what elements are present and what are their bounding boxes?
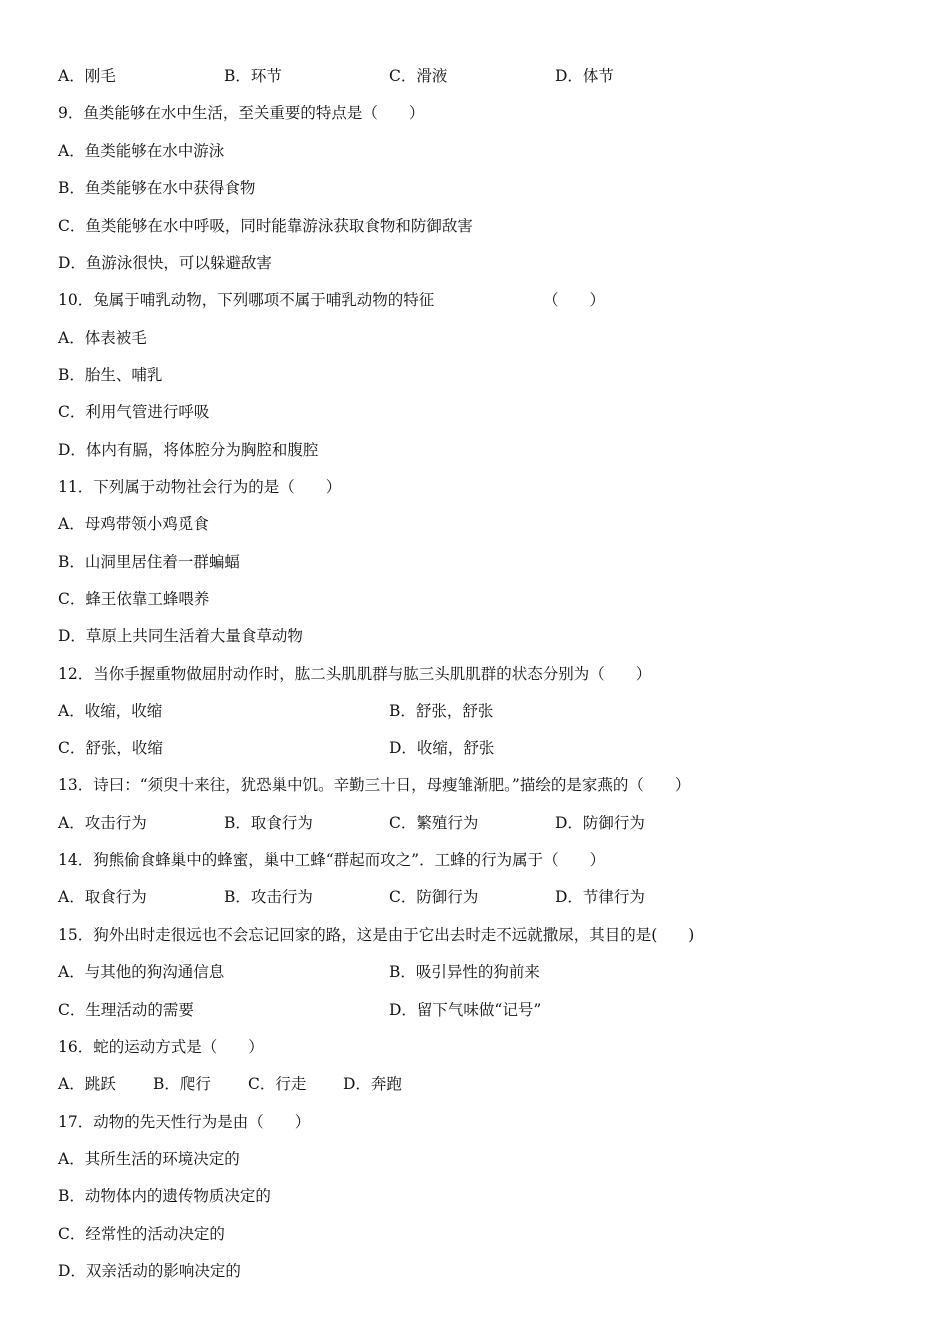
q13-option-d: D．防御行为 <box>555 814 645 832</box>
q13-stem: 13．诗曰：“须臾十来往，犹恐巢中饥。辛勤三十日，母瘦雏渐肥。”描绘的是家燕的（ ） <box>58 776 691 794</box>
q11-option-d: D．草原上共同生活着大量食草动物 <box>58 627 303 645</box>
q16-option-c: C．行走 <box>248 1075 307 1093</box>
q9-option-d: D．鱼游泳很快，可以躲避敌害 <box>58 254 272 272</box>
q17-option-a: A．其所生活的环境决定的 <box>58 1150 240 1168</box>
q14-stem: 14．狗熊偷食蜂巢中的蜂蜜，巢中工蜂“群起而攻之”．工蜂的行为属于（ ） <box>58 851 606 869</box>
q13-option-a: A．攻击行为 <box>58 814 147 832</box>
q13-option-b: B．取食行为 <box>224 814 313 832</box>
q10-answer-paren: （ ） <box>543 291 606 309</box>
q12-option-d: D．收缩，舒张 <box>389 739 495 757</box>
q16-option-b: B．爬行 <box>153 1075 211 1093</box>
q15-stem: 15．狗外出时走很远也不会忘记回家的路，这是由于它出去时走不远就撒尿，其目的是( ) <box>58 926 695 944</box>
q10-option-a: A．体表被毛 <box>58 329 147 347</box>
q9-stem: 9．鱼类能够在水中生活，至关重要的特点是（ ） <box>58 104 425 122</box>
q10-option-b: B．胎生、哺乳 <box>58 366 163 384</box>
q15-option-c: C．生理活动的需要 <box>58 1001 194 1019</box>
q17-stem: 17．动物的先天性行为是由（ ） <box>58 1113 311 1131</box>
q15-option-b: B．吸引异性的狗前来 <box>389 963 540 981</box>
q12-stem: 12．当你手握重物做屈肘动作时，肱二头肌肌群与肱三头肌肌群的状态分别为（ ） <box>58 665 652 683</box>
q8-option-d: D．体节 <box>555 67 614 85</box>
q11-option-b: B．山洞里居住着一群蝙蝠 <box>58 553 240 571</box>
q9-option-a: A．鱼类能够在水中游泳 <box>58 142 225 160</box>
q16-option-d: D．奔跑 <box>343 1075 402 1093</box>
q8-option-b: B．环节 <box>224 67 282 85</box>
q14-option-b: B．攻击行为 <box>224 888 313 906</box>
q17-option-d: D．双亲活动的影响决定的 <box>58 1262 241 1280</box>
q14-option-c: C．防御行为 <box>389 888 479 906</box>
q10-stem: 10．兔属于哺乳动物，下列哪项不属于哺乳动物的特征 <box>58 291 435 309</box>
q11-option-a: A．母鸡带领小鸡觅食 <box>58 515 209 533</box>
q10-option-c: C．利用气管进行呼吸 <box>58 403 210 421</box>
q9-option-c: C．鱼类能够在水中呼吸，同时能靠游泳获取食物和防御敌害 <box>58 217 473 235</box>
q12-option-a: A．收缩，收缩 <box>58 702 163 720</box>
q12-option-b: B．舒张，舒张 <box>389 702 494 720</box>
q14-option-a: A．取食行为 <box>58 888 147 906</box>
q13-option-c: C．繁殖行为 <box>389 814 479 832</box>
q16-stem: 16．蛇的运动方式是（ ） <box>58 1038 264 1056</box>
q17-option-b: B．动物体内的遗传物质决定的 <box>58 1187 271 1205</box>
q12-option-c: C．舒张，收缩 <box>58 739 163 757</box>
q17-option-c: C．经常性的活动决定的 <box>58 1225 225 1243</box>
q15-option-d: D．留下气味做“记号” <box>389 1001 542 1019</box>
q11-stem: 11．下列属于动物社会行为的是（ ） <box>58 478 342 496</box>
q10-option-d: D．体内有膈，将体腔分为胸腔和腹腔 <box>58 441 319 459</box>
q15-option-a: A．与其他的狗沟通信息 <box>58 963 225 981</box>
q16-option-a: A．跳跃 <box>58 1075 116 1093</box>
q9-option-b: B．鱼类能够在水中获得食物 <box>58 179 256 197</box>
q8-option-c: C．滑液 <box>389 67 448 85</box>
q11-option-c: C．蜂王依靠工蜂喂养 <box>58 590 210 608</box>
q8-option-a: A．刚毛 <box>58 67 116 85</box>
q14-option-d: D．节律行为 <box>555 888 645 906</box>
